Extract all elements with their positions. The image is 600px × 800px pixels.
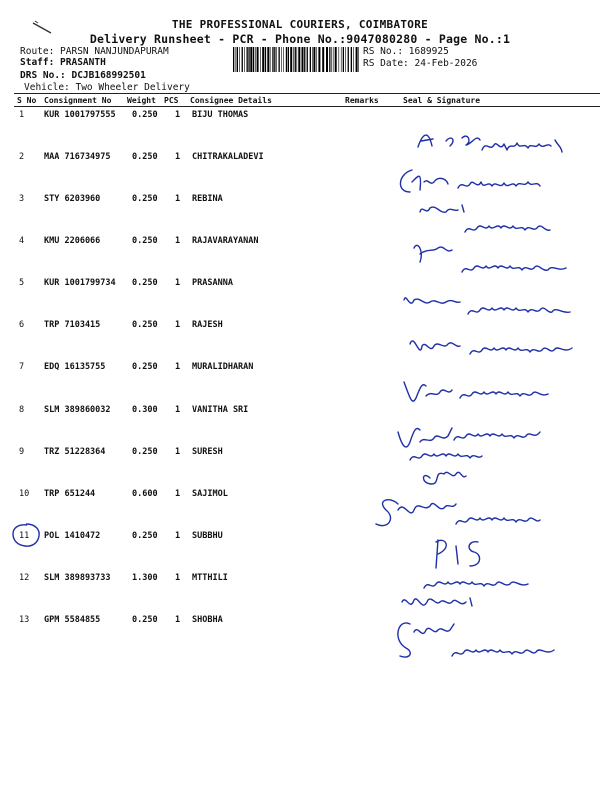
barcode-bar <box>242 47 243 72</box>
barcode-bar <box>244 47 245 72</box>
row-weight: 0.250 <box>132 110 158 120</box>
signature-scribble-row-4 <box>414 245 452 262</box>
row-consignee: REBINA <box>192 194 223 204</box>
row-consignee: SAJIMOL <box>192 489 228 499</box>
signature-scribble-row-3 <box>420 205 464 212</box>
phone-scribble-row-13 <box>452 650 554 656</box>
runsheet-subtitle: Delivery Runsheet - PCR - Phone No.:9047080280 - Page No.:1 <box>89 32 511 46</box>
col-seal-signature: Seal & Signature <box>403 96 481 105</box>
barcode-bar <box>286 47 287 72</box>
row-weight: 0.250 <box>132 194 158 204</box>
barcode-bar <box>339 47 340 72</box>
row-sno: 6 <box>19 320 25 330</box>
row-pcs: 1 <box>175 362 181 372</box>
row-pcs: 1 <box>175 152 181 162</box>
row-pcs: 1 <box>175 615 181 625</box>
signature-scribble-row-9b <box>424 472 467 484</box>
barcode-bar <box>257 47 259 72</box>
col-consignee: Consignee Details <box>190 96 272 105</box>
row-consignee: RAJESH <box>192 320 223 330</box>
barcode <box>233 47 359 72</box>
row-consignment: TRZ 51228364 <box>44 447 106 457</box>
col-pcs: PCS <box>164 96 179 105</box>
row-sno: 12 <box>19 573 30 583</box>
barcode-bar <box>276 47 277 72</box>
row-weight: 0.250 <box>132 615 158 625</box>
barcode-bar <box>345 47 346 72</box>
barcode-bar <box>279 47 280 72</box>
row-weight: 1.300 <box>132 573 158 583</box>
row-weight: 0.300 <box>132 405 158 415</box>
row-consignment: KMU 2206066 <box>44 236 101 246</box>
barcode-bar <box>239 47 240 72</box>
row-weight: 0.250 <box>132 362 158 372</box>
barcode-bar <box>322 47 324 72</box>
row-consignee: MTTHILI <box>192 573 228 583</box>
signature-scribble-row-10 <box>376 500 456 526</box>
row-consignee: MURALIDHARAN <box>192 362 254 372</box>
barcode-bar <box>253 47 254 72</box>
row-consignee: VANITHA SRI <box>192 405 249 415</box>
row-consignment: TRP 7103415 <box>44 320 101 330</box>
barcode-bar <box>351 47 352 72</box>
col-sno: S No <box>17 96 37 105</box>
row-consignment: STY 6203960 <box>44 194 101 204</box>
phone-scribble-row-7 <box>470 348 572 354</box>
barcode-bar <box>297 47 298 72</box>
row-pcs: 1 <box>175 236 181 246</box>
barcode-bar <box>237 47 238 72</box>
phone-scribble-row-2 <box>458 182 540 188</box>
row-sno: 4 <box>19 236 25 246</box>
barcode-bar <box>295 47 296 72</box>
row-weight: 0.250 <box>132 278 158 288</box>
company-title: THE PROFESSIONAL COURIERS, COIMBATORE <box>171 18 429 31</box>
barcode-bar <box>310 47 311 72</box>
barcode-bar <box>335 47 337 72</box>
barcode-bar <box>329 47 330 72</box>
barcode-bar <box>298 47 300 72</box>
row-sno: 1 <box>19 110 25 120</box>
row-consignment: TRP 651244 <box>44 489 96 499</box>
row-sno: 10 <box>19 489 30 499</box>
row-sno: 3 <box>19 194 25 204</box>
rs-number: RS No.: 1689925 <box>363 46 449 57</box>
row-consignee: RAJAVARAYANAN <box>192 236 259 246</box>
barcode-bar <box>288 47 289 72</box>
row-weight: 0.600 <box>132 489 158 499</box>
barcode-bar <box>274 47 275 72</box>
row-pcs: 1 <box>175 194 181 204</box>
phone-scribble-row-12 <box>424 582 528 588</box>
phone-scribble-row-6 <box>468 308 570 314</box>
row-pcs: 1 <box>175 405 181 415</box>
row-consignment: GPM 5584855 <box>44 615 101 625</box>
row-sno: 2 <box>19 152 25 162</box>
col-weight: Weight <box>127 96 156 105</box>
row-pcs: 1 <box>175 447 181 457</box>
signature-scribble-row-7 <box>410 341 460 350</box>
signature-scribble-row-13 <box>398 623 454 657</box>
barcode-bar <box>302 47 304 72</box>
barcode-bar <box>255 47 256 72</box>
barcode-bar <box>331 47 332 72</box>
drs-number: DRS No.: DCJB168992501 <box>20 70 146 81</box>
barcode-bar <box>304 47 305 72</box>
row-pcs: 1 <box>175 110 181 120</box>
signature-scribble-row-6 <box>404 298 460 303</box>
row-pcs: 1 <box>175 489 181 499</box>
row-consignee: SUBBHU <box>192 531 223 541</box>
barcode-bar <box>283 47 284 72</box>
row-consignment: MAA 716734975 <box>44 152 111 162</box>
row-consignment: KUR 1001799734 <box>44 278 116 288</box>
barcode-bar <box>341 47 342 72</box>
row-weight: 0.250 <box>132 236 158 246</box>
signature-scribble-row-12 <box>402 598 472 606</box>
row-sno: 11 <box>19 531 30 541</box>
phone-scribble-row-4 <box>462 266 566 272</box>
barcode-bar <box>312 47 313 72</box>
phone-scribble-row-9b <box>410 454 482 460</box>
barcode-bar <box>290 47 292 72</box>
row-sno: 9 <box>19 447 25 457</box>
barcode-bar <box>353 47 354 72</box>
barcode-bar <box>247 47 248 72</box>
row-weight: 0.250 <box>132 531 158 541</box>
phone-scribble-row-3 <box>465 226 550 232</box>
barcode-bar <box>281 47 282 72</box>
row-consignment: EDQ 16135755 <box>44 362 106 372</box>
barcode-bar <box>233 47 234 72</box>
handdrawn-circle-row-11 <box>11 522 41 548</box>
row-weight: 0.250 <box>132 447 158 457</box>
rs-date: RS Date: 24-Feb-2026 <box>363 58 478 69</box>
col-consignment: Consignment No <box>44 96 112 105</box>
row-sno: 5 <box>19 278 25 288</box>
barcode-bar <box>250 47 252 72</box>
row-pcs: 1 <box>175 320 181 330</box>
signature-scribble-row-8 <box>404 382 452 401</box>
phone-scribble-row-9 <box>454 432 540 440</box>
barcode-bar <box>333 47 334 72</box>
barcode-bar <box>248 47 249 72</box>
staff-text: Staff: PRASANTH <box>20 57 106 68</box>
row-sno: 7 <box>19 362 25 372</box>
barcode-bar <box>267 47 269 72</box>
row-consignee: BIJU THOMAS <box>192 110 249 120</box>
barcode-bar <box>262 47 264 72</box>
barcode-bar <box>270 47 271 72</box>
header-bottom-rule <box>14 106 600 107</box>
barcode-bar <box>316 47 317 72</box>
signature-scribble-row-1 <box>418 135 480 147</box>
barcode-bar <box>348 47 349 72</box>
phone-scribble-row-8 <box>460 392 548 398</box>
phone-scribble-row-10 <box>456 518 540 524</box>
row-consignment: SLM 389893733 <box>44 573 111 583</box>
row-pcs: 1 <box>175 531 181 541</box>
barcode-bar <box>343 47 344 72</box>
barcode-bar <box>318 47 320 72</box>
row-sno: 8 <box>19 405 25 415</box>
row-weight: 0.250 <box>132 320 158 330</box>
row-consignment: KUR 1001797555 <box>44 110 116 120</box>
row-consignment: SLM 389860032 <box>44 405 111 415</box>
signature-scribble-row-2 <box>400 170 448 192</box>
row-pcs: 1 <box>175 573 181 583</box>
row-pcs: 1 <box>175 278 181 288</box>
barcode-bar <box>260 47 261 72</box>
barcode-bar <box>356 47 358 72</box>
barcode-bar <box>358 47 359 72</box>
row-weight: 0.250 <box>132 152 158 162</box>
phone-scribble-row-1 <box>482 140 562 152</box>
row-consignee: SURESH <box>192 447 223 457</box>
signature-scribble-row-11 <box>436 540 480 568</box>
barcode-bar <box>307 47 308 72</box>
row-consignee: SHOBHA <box>192 615 223 625</box>
row-consignee: CHITRAKALADEVI <box>192 152 264 162</box>
barcode-bar <box>313 47 315 72</box>
barcode-bar <box>326 47 328 72</box>
col-remarks: Remarks <box>345 96 379 105</box>
barcode-bar <box>265 47 266 72</box>
barcode-bar <box>272 47 273 72</box>
barcode-bar <box>236 47 237 72</box>
row-consignee: PRASANNA <box>192 278 233 288</box>
row-consignment: POL 1410472 <box>44 531 101 541</box>
row-sno: 13 <box>19 615 30 625</box>
header-top-rule <box>14 93 600 94</box>
barcode-bar <box>293 47 294 72</box>
signature-scribble-row-9 <box>398 428 452 447</box>
route-text: Route: PARSN NANJUNDAPURAM <box>20 46 169 57</box>
vehicle-text: Vehicle: Two Wheeler Delivery <box>24 82 190 93</box>
